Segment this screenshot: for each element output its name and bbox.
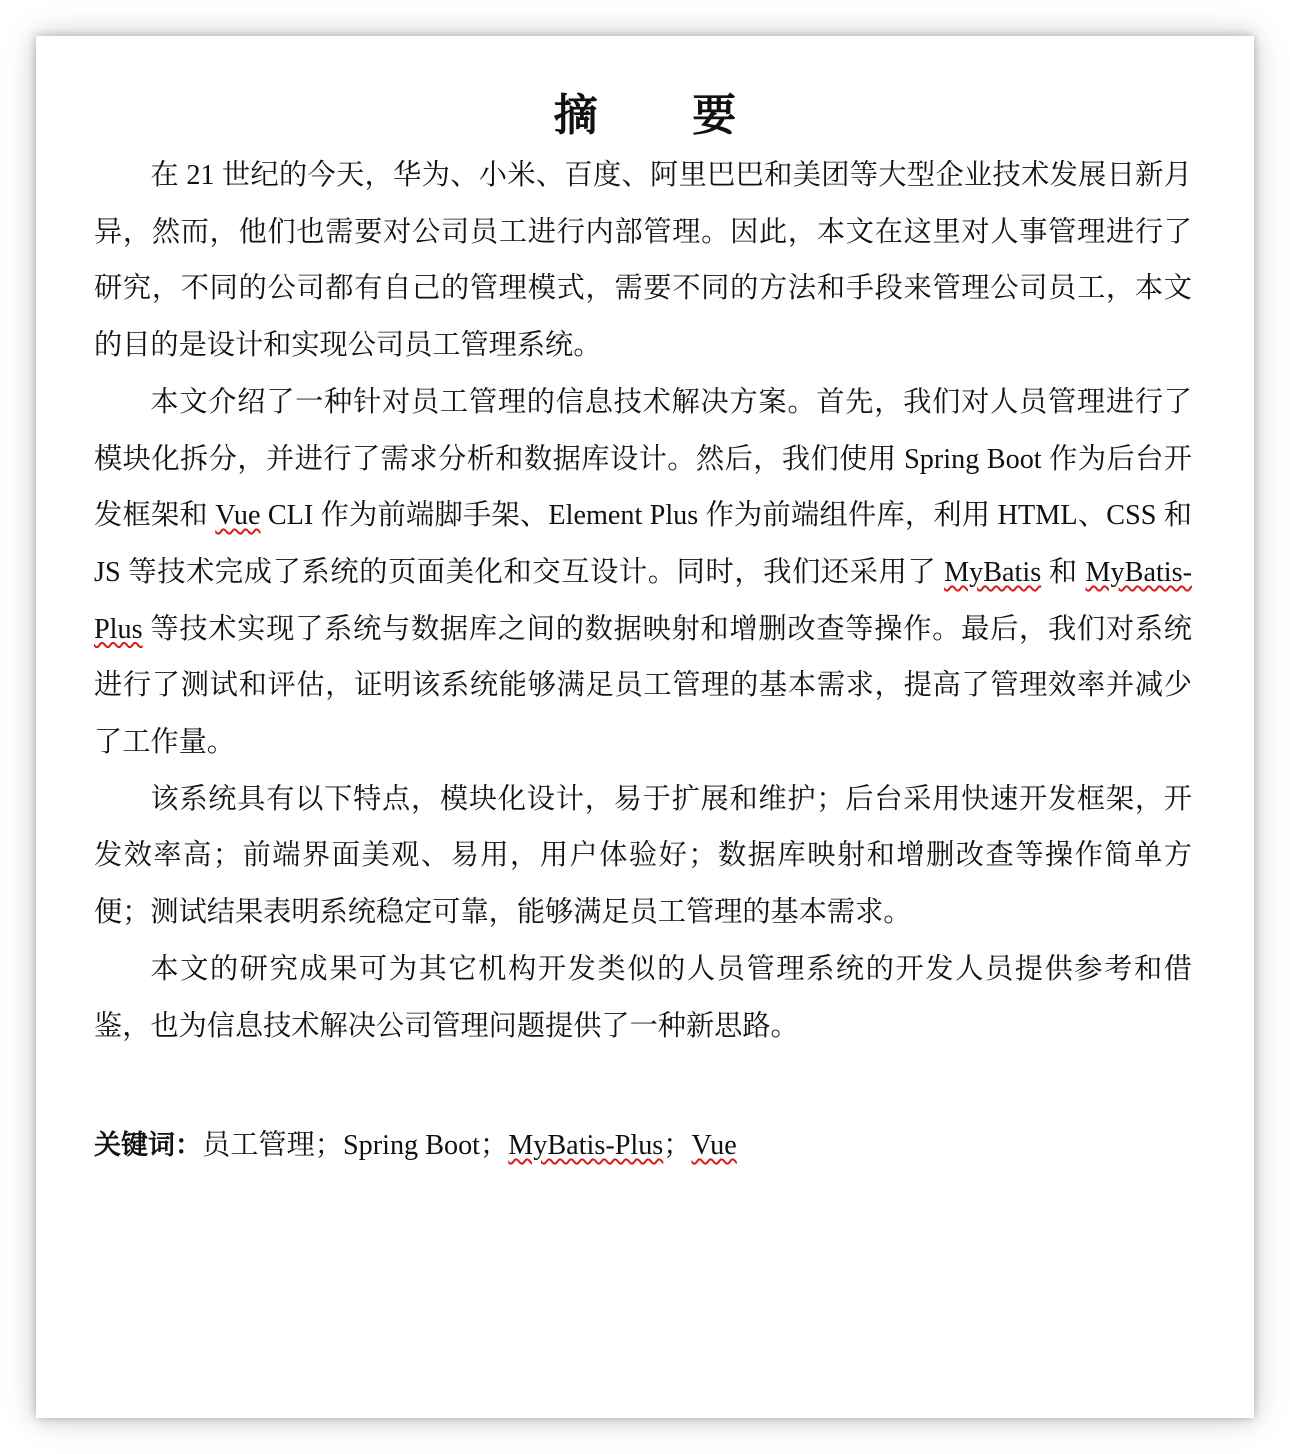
paragraph-text: CLI 作为前端脚手架、Element Plus 作为前端组件库，利用 HTML、CSS 和 JS 等技术完成了系统的页面美化和交互设计。同时，我们还采用了 <box>94 500 1192 588</box>
abstract-paragraph <box>94 375 1192 772</box>
paragraph-text: 等技术实现了系统与数据库之间的数据映射和增删改查等操作。最后，我们对系统进行了测试和评估，证明该系统能够满足员工管理的基本需求，提高了管理效率并减少了工作量。 <box>94 613 1192 759</box>
keyword-item: 员工管理 <box>202 1130 315 1161</box>
paragraph-text: 和 <box>1041 556 1086 588</box>
paragraph-text: 本文的研究成果可为其它机构开发类似的人员管理系统的开发人员提供参考和借鉴，也为信息技术解决公司管理问题提供了一种新思路。 <box>94 953 1192 1042</box>
keyword-item: MyBatis-Plus <box>508 1130 664 1161</box>
abstract-paragraph <box>94 772 1192 942</box>
paragraph-text: 本文介绍了一种针对员工管理的信息技术解决方案。首先，我们对人员管理进行了模块化拆分，并进行了需求分析和数据库设计。然后，我们使用 Spring Boot 作为后台开发框架和 <box>94 386 1192 532</box>
abstract-paragraph <box>94 942 1192 1055</box>
keyword-separator: ； <box>314 1130 343 1161</box>
keywords-label: 关键词： <box>94 1130 202 1161</box>
abstract-paragraph <box>94 148 1192 375</box>
keyword-item: Spring Boot <box>342 1130 481 1161</box>
spellcheck-flagged-term: MyBatis-Plus <box>94 556 1192 645</box>
abstract-body <box>94 148 1192 1055</box>
keyword-item: Vue <box>691 1130 737 1161</box>
abstract-title: 摘 要 <box>553 90 776 141</box>
document-page <box>36 36 1254 1418</box>
spellcheck-flagged-term: Vue <box>215 500 261 532</box>
keyword-separator: ； <box>663 1130 692 1161</box>
spellcheck-flagged-term: MyBatis <box>944 556 1042 588</box>
paragraph-text: 在 21 世纪的今天，华为、小米、百度、阿里巴巴和美团等大型企业技术发展日新月异，然而，他们也需要对公司员工进行内部管理。因此，本文在这里对人事管理进行了研究，不同的公司都有自己的管理模式，需要不同的方法和手段来管理公司员工，本文的目的是设计和实现公司员工管理系统。 <box>94 160 1192 362</box>
keywords-line <box>94 1118 1192 1174</box>
paragraph-text: 该系统具有以下特点，模块化设计，易于扩展和维护；后台采用快速开发框架，开发效率高；前端界面美观、易用，用户体验好；数据库映射和增删改查等操作简单方便；测试结果表明系统稳定可靠，能够满足员工管理的基本需求。 <box>94 783 1192 929</box>
keyword-separator: ； <box>480 1130 509 1161</box>
keywords-list <box>202 1130 737 1161</box>
